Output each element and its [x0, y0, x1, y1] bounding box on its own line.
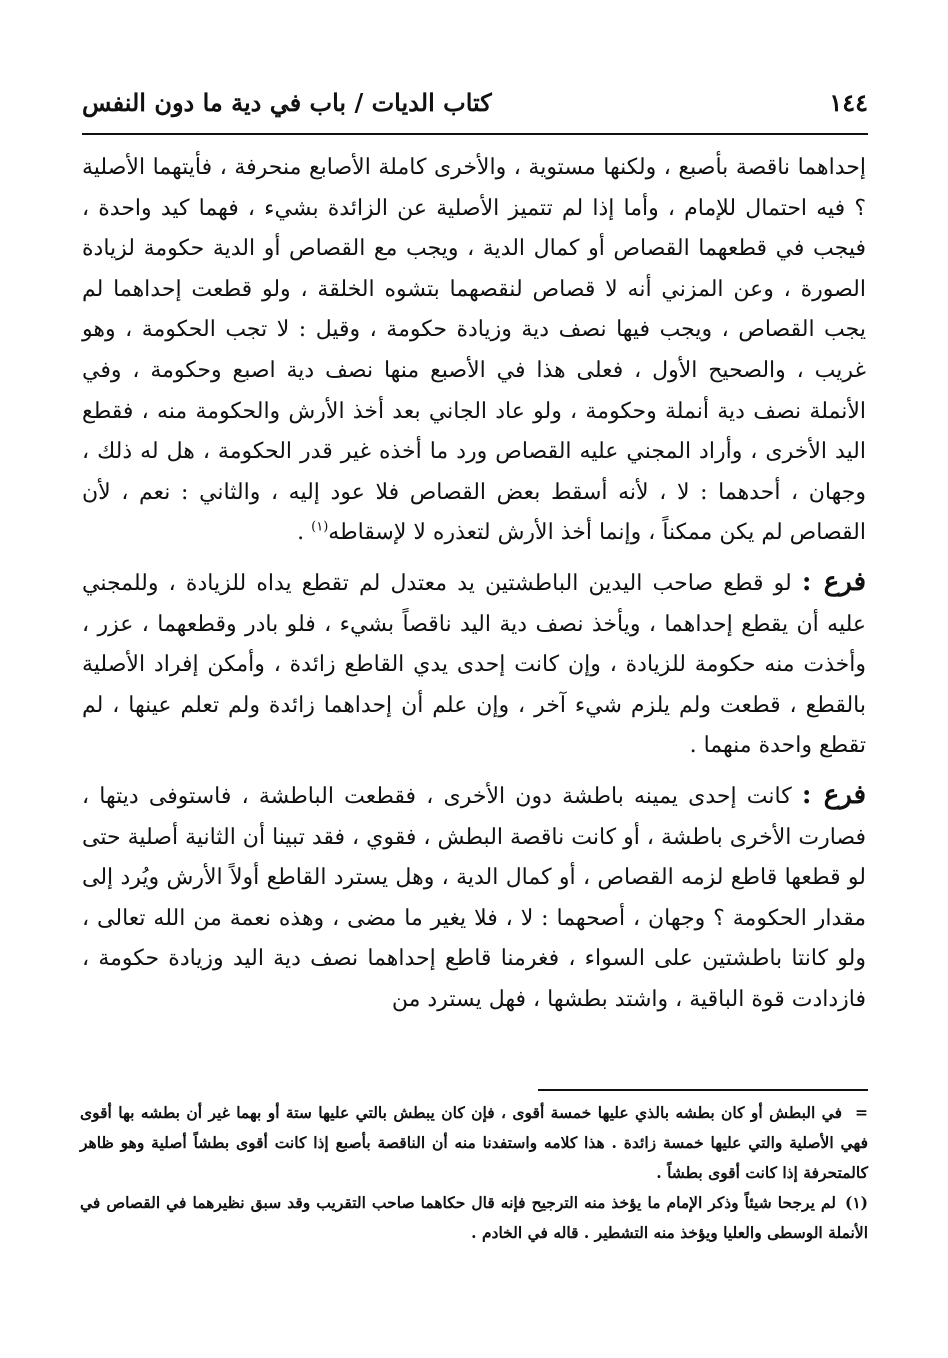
paragraph-1-end: . [297, 520, 312, 546]
page-number: ١٤٤ [829, 88, 868, 117]
main-text [82, 148, 866, 1020]
footnote-1 [80, 1188, 868, 1248]
page-header [82, 88, 868, 130]
paragraph-1-text: إحداهما ناقصة بأصبع ، ولكنها مستوية ، والأخرى كاملة الأصابع منحرفة ، فأيتهما الأصلية ؟ فيه احتمال للإمام ، وأما إذا لم تتميز الأصلية عن الزائدة بشيء ، فهما كيد واحدة ، فيجب في قطعهما القصاص أو كمال الدية ، ويجب مع القصاص أو الدية حكومة لزيادة الصورة ، وعن المزني أنه لا قصاص لنقصهما بتشوه الخلقة ، ولو قطعت إحداهما لم يجب القصاص ، ويجب فيها نصف دية وزيادة حكومة ، وقيل : لا تجب الحكومة ، وهو غريب ، والصحيح الأول ، فعلى هذا في الأصبع منها نصف دية اصبع وحكومة ، وفي الأنملة نصف دية أنملة وحكومة ، ولو عاد الجاني بعد أخذ الأرش والحكومة منه ، فقطع اليد الأخرى ، وأراد المجني عليه القصاص ورد ما أخذه غير قدر الحكومة ، هل له ذلك ، وجهان ، أحدهما : لا ، لأنه أسقط بعض القصاص فلا عود إليه ، والثاني : نعم ، لأن القصاص لم يكن ممكناً ، وإنما أخذ الأرش لتعذره لا لإسقاطه [82, 155, 866, 546]
paragraph-2 [82, 562, 866, 767]
header-divider [82, 133, 868, 135]
paragraph-3 [82, 775, 866, 1021]
footnote-continuation [80, 1098, 868, 1188]
footnote-continuation-text: في البطش أو كان بطشه بالذي عليها خمسة أقوى ، فإن كان يبطش بالتي عليها ستة أو بهما غير أن بطشه بها أقوى فهي الأصلية والتي عليها خمسة زائدة . هذا كلامه واستفدنا منه أن الناقصة بأصبع إذا كانت أقوى بطشاً أصلية وهو ظاهر كالمتحرفة إذا كانت أقوى بطشاً . [80, 1103, 868, 1182]
footnote-divider [538, 1089, 868, 1091]
footnotes [80, 1098, 868, 1248]
footnote-1-marker: (١) [844, 1193, 868, 1212]
running-title: كتاب الديات / باب في دية ما دون النفس [82, 88, 492, 117]
footnote-continuation-marker: = [855, 1103, 868, 1122]
branch-heading-2: فرع : [801, 566, 867, 597]
footnote-reference-1[interactable]: (١) [311, 520, 329, 536]
paragraph-3-text: كانت إحدى يمينه باطشة دون الأخرى ، فقطعت الباطشة ، فاستوفى ديتها ، فصارت الأخرى باطشة ، أو كانت ناقصة البطش ، فقوي ، فقد تبينا أن الثانية أصلية حتى لو قطعها قاطع لزمه القصاص ، أو كمال الدية ، وهل يسترد القاطع أولاً الأرش ويُرد إلى مقدار الحكومة ؟ وجهان ، أصحهما : لا ، فلا يغير ما مضى ، وهذه نعمة من الله تعالى ، ولو كانتا باطشتين على السواء ، فغرمنا قاطع إحداهما نصف دية اليد وزيادة حكومة ، فازدادت قوة الباقية ، واشتد بطشها ، فهل يسترد من [82, 783, 866, 1012]
footnote-1-text: لم يرجحا شيئاً وذكر الإمام ما يؤخذ منه الترجيح فإنه قال حكاهما صاحب التقريب وقد سبق نظيرهما في القصاص في الأنملة الوسطى والعليا ويؤخذ منه التشطير . قاله في الخادم . [80, 1193, 868, 1242]
paragraph-2-text: لو قطع صاحب اليدين الباطشتين يد معتدل لم تقطع يداه للزيادة ، وللمجني عليه أن يقطع إحداهما ، ويأخذ نصف دية اليد ناقصاً بشيء ، فلو بادر وقطعهما ، عزر ، وأخذت منه حكومة للزيادة ، وإن كانت إحدى يدي القاطع زائدة ، وأمكن إفراد الأصلية بالقطع ، قطعت ولم يلزم شيء آخر ، وإن علم أن إحداهما زائدة ولم تعلم عينها ، لم تقطع واحدة منهما . [82, 570, 866, 759]
paragraph-1 [82, 148, 866, 554]
branch-heading-3: فرع : [801, 779, 867, 810]
